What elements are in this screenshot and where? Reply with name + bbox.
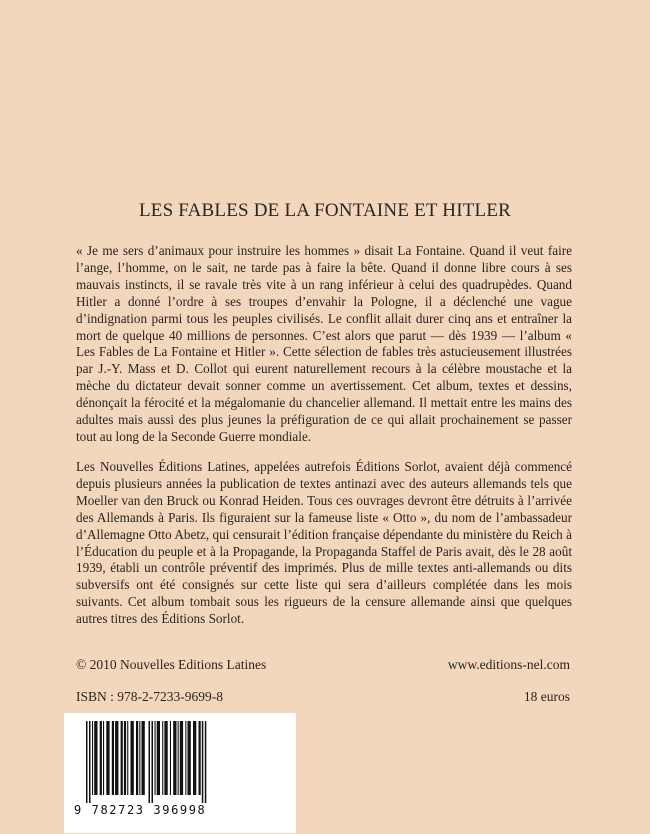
publisher-website: www.editions-nel.com <box>447 657 570 672</box>
description-paragraph-1 <box>76 243 572 456</box>
paragraph-text: Les Nouvelles Éditions Latines, appelées autrefois Éditions Sorlot, avaient déjà commencé depuis plusieurs années la publication de textes antinazi avec des auteurs allemands tels que Moeller van den Bruck ou Konrad Heiden. Tous ces ouvrages devront être détruits à l’arrivée des Allemands à Paris. Ils figuraient sur la fameuse liste « Otto », du nom de l’ambassadeur d’Allemagne Otto Abetz, qui censurait l’édition française dépendante du ministère du Reich à l’Éducation du peuple et à la Propagande, la Propaganda Staffel de Paris avait, dès le 28 août 1939, établi un contrôle préventif des imprimés. Plus de mille textes anti-allemands ou dits subversifs ont été consignés sur cette liste qui sera d’ailleurs complétée dans les mois suivants. Cet album tombait sous les rigueurs de la censure allemande ainsi que quelques autres titres des Éditions Sorlot. <box>76 459 572 627</box>
description-paragraph-2 <box>76 459 572 638</box>
barcode-bars <box>78 721 282 805</box>
barcode <box>64 713 296 833</box>
price-label: 18 euros <box>523 689 570 704</box>
book-title: LES FABLES DE LA FONTAINE ET HITLER <box>138 200 512 221</box>
isbn-number: ISBN : 978-2-7233-9699-8 <box>76 689 223 704</box>
paragraph-text: « Je me sers d’animaux pour instruire les hommes » disait La Fontaine. Quand il veut faire l’ange, l’homme, on le sait, ne tarde pas à faire la bête. Quand il donne libre cours à ses mauvais instincts, il se ravale très vite à un rang inférieur à celui des quadrupèdes. Quand Hitler a donné l’ordre à ses troupes d’envahir la Pologne, il a déclenché une vague d’indignation parmi tous les peuples civilisés. Le conflit allait durer cinq ans et entraîner la mort de quelque 40 millions de personnes. C’est alors que parut — dès 1939 — l’album « Les Fables de La Fontaine et Hitler ». Cette sélection de fables très astucieusement illustrées par J.-Y. Mass et D. Collot qui eurent naturellement recours à la célèbre moustache et la mèche du dictateur devait sonner comme un avertissement. Cet album, textes et dessins, dénonçait la férocité et la mégalomanie du chancelier allemand. Il mettait entre les mains des adultes mais aussi des plus jeunes la préfiguration de ce qui allait prochainement se passer tout au long de la Seconde Guerre mondiale. <box>76 243 572 444</box>
copyright-notice: © 2010 Nouvelles Editions Latines <box>76 657 267 672</box>
barcode-digits: 9 782723 396998 <box>74 803 207 817</box>
